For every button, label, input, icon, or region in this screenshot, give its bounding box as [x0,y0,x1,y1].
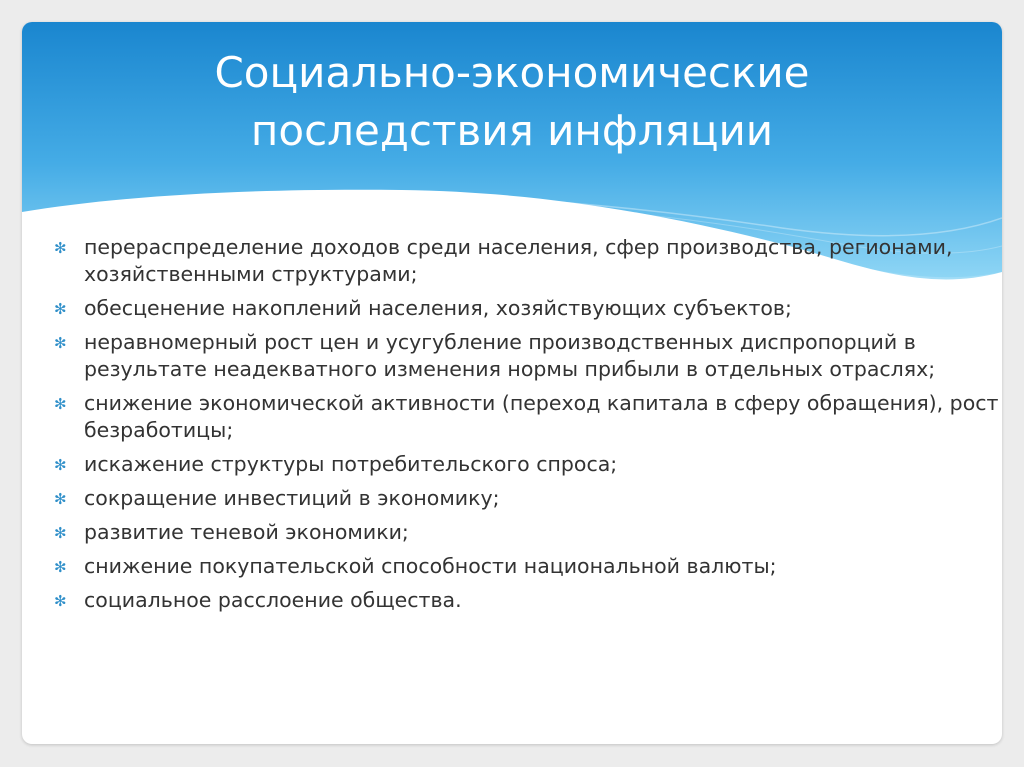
bullet-text: сокращение инвестиций в экономику; [84,486,500,510]
slide-title [22,44,1002,160]
bullet-item [50,390,1000,444]
slide-title-line-1: Социально-экономические [214,48,810,97]
bullet-text: перераспределение доходов среди населения, сфер производства, регионами, хозяйственными структурами; [84,235,953,286]
bullet-text: развитие теневой экономики; [84,520,409,544]
bullet-text: снижение экономической активности (переход капитала в сферу обращения), рост безработицы; [84,391,999,442]
bullet-item [50,519,1000,546]
bullet-item [50,485,1000,512]
bullet-item [50,451,1000,478]
bullet-item [50,553,1000,580]
bullet-star-icon: ✻ [54,456,67,474]
bullet-item [50,234,1000,288]
bullet-star-icon: ✻ [54,592,67,610]
bullet-item [50,587,1000,614]
bullet-text: обесценение накоплений населения, хозяйствующих субъектов; [84,296,792,320]
slide-title-line-2: последствия инфляции [250,106,774,155]
bullet-star-icon: ✻ [54,490,67,508]
bullet-text: снижение покупательской способности национальной валюты; [84,554,777,578]
bullet-star-icon: ✻ [54,239,67,257]
bullet-star-icon: ✻ [54,300,67,318]
bullet-list [50,234,1000,621]
bullet-star-icon: ✻ [54,395,67,413]
bullet-item [50,295,1000,322]
bullet-text: неравномерный рост цен и усугубление производственных диспропорций в результате неадекватного изменения нормы прибыли в отдельных отраслях; [84,330,936,381]
bullet-star-icon: ✻ [54,524,67,542]
bullet-text: искажение структуры потребительского спроса; [84,452,618,476]
bullet-item [50,329,1000,383]
bullet-text: социальное расслоение общества. [84,588,462,612]
slide [22,22,1002,744]
bullet-star-icon: ✻ [54,558,67,576]
bullet-star-icon: ✻ [54,334,67,352]
